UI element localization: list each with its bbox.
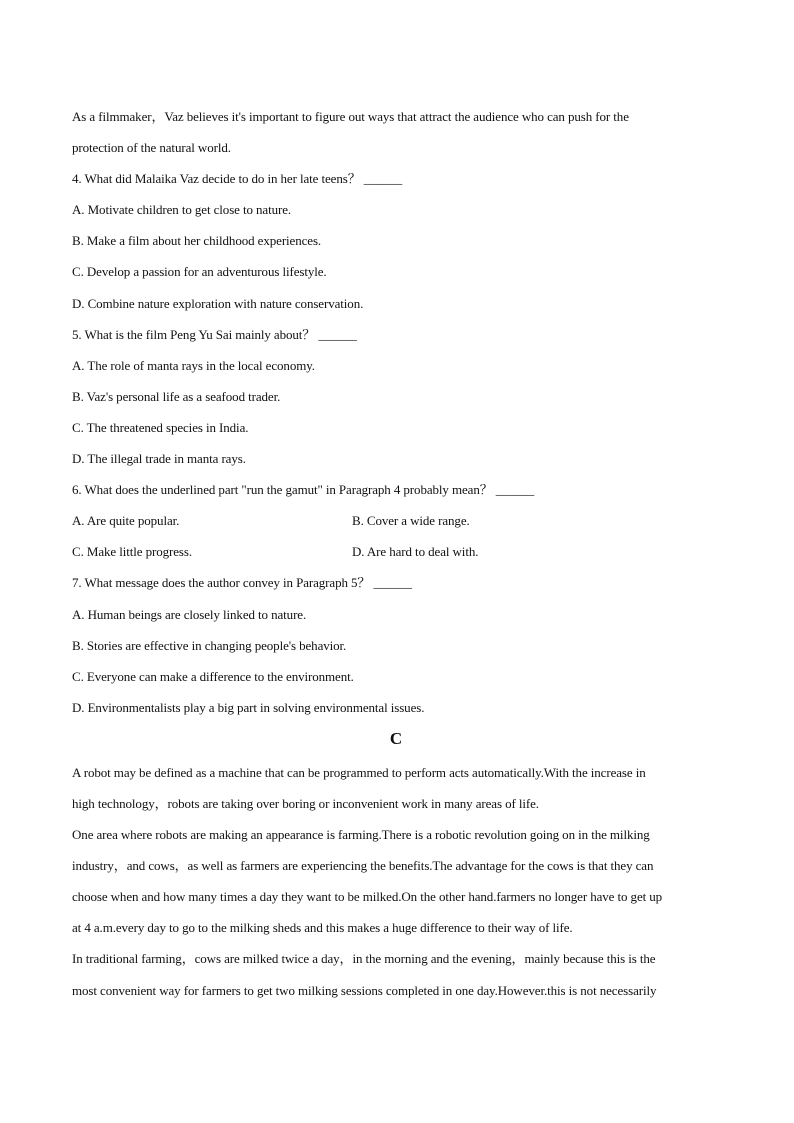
passage-line: industry，and cows，as well as farmers are experiencing the benefits.The advantage for the cows is that they can bbox=[72, 858, 654, 874]
document-content bbox=[72, 101, 724, 1006]
answer-option: D. Combine nature exploration with nature conservation. bbox=[72, 295, 364, 311]
question-stem: 6. What does the underlined part "run the gamut" in Paragraph 4 probably mean？ ______ bbox=[72, 482, 535, 498]
answer-option: D. The illegal trade in manta rays. bbox=[72, 451, 246, 467]
passage-line: most convenient way for farmers to get two milking sessions completed in one day.However.this is not necessarily bbox=[72, 982, 657, 998]
intro-line: protection of the natural world. bbox=[72, 140, 231, 156]
question-stem: 5. What is the film Peng Yu Sai mainly about？ ______ bbox=[72, 326, 357, 342]
answer-option: A. Human beings are closely linked to nature. bbox=[72, 606, 307, 622]
passage-line: choose when and how many times a day they want to be milked.On the other hand.farmers no longer have to get up bbox=[72, 889, 663, 905]
passage-line: One area where robots are making an appearance is farming.There is a robotic revolution going on in the milking bbox=[72, 827, 650, 843]
section-title: C bbox=[389, 728, 403, 748]
answer-option: A. Are quite popular. bbox=[72, 513, 180, 529]
question-stem: 7. What message does the author convey in Paragraph 5？ ______ bbox=[72, 575, 412, 591]
answer-option: B. Stories are effective in changing people's behavior. bbox=[72, 637, 347, 653]
options-row bbox=[72, 536, 724, 567]
answer-option: A. The role of manta rays in the local economy. bbox=[72, 357, 315, 373]
intro-line: As a filmmaker，Vaz believes it's important to figure out ways that attract the audience who can push for the bbox=[72, 109, 629, 124]
answer-option: C. The threatened species in India. bbox=[72, 419, 249, 435]
passage-line: A robot may be defined as a machine that can be programmed to perform acts automatically.With the increase in bbox=[72, 764, 646, 780]
answer-option: C. Everyone can make a difference to the environment. bbox=[72, 668, 354, 684]
passage-line: high technology，robots are taking over boring or inconvenient work in many areas of life. bbox=[72, 795, 539, 811]
answer-option: B. Make a film about her childhood experiences. bbox=[72, 233, 322, 249]
answer-option: D. Environmentalists play a big part in solving environmental issues. bbox=[72, 699, 425, 715]
answer-option: C. Make little progress. bbox=[72, 544, 192, 560]
answer-option: A. Motivate children to get close to nature. bbox=[72, 202, 292, 218]
passage-line: at 4 a.m.every day to go to the milking sheds and this makes a huge difference to their way of life. bbox=[72, 920, 573, 936]
question-stem: 4. What did Malaika Vaz decide to do in her late teens？ ______ bbox=[72, 171, 403, 187]
answer-option: C. Develop a passion for an adventurous lifestyle. bbox=[72, 264, 327, 280]
answer-option: B. Cover a wide range. bbox=[352, 513, 470, 529]
passage-line: In traditional farming，cows are milked twice a day，in the morning and the evening，mainly because this is the bbox=[72, 951, 656, 967]
answer-option: D. Are hard to deal with. bbox=[352, 544, 479, 560]
answer-option: B. Vaz's personal life as a seafood trader. bbox=[72, 388, 281, 404]
options-row bbox=[72, 505, 724, 536]
